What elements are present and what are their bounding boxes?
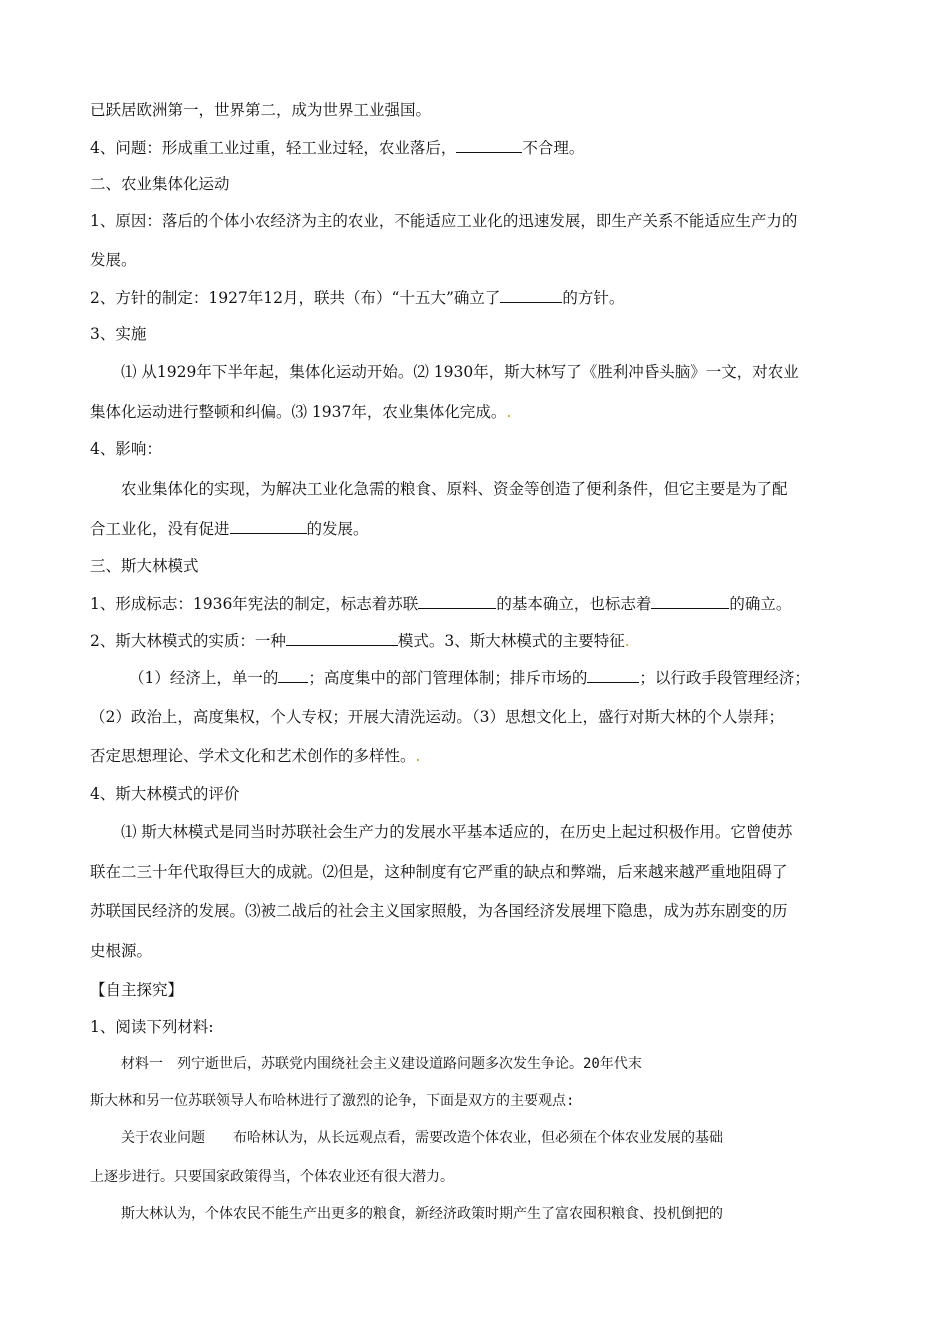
text-span: 4、影响： <box>90 440 162 458</box>
text-line <box>90 136 584 159</box>
text-line <box>90 1166 454 1188</box>
text-span: 发展。 <box>90 251 137 269</box>
text-span: 4、斯大林模式的评价 <box>90 785 240 803</box>
text-line <box>90 861 788 883</box>
text-line <box>90 249 137 271</box>
text-line <box>129 666 810 689</box>
text-span: 材料一 列宁逝世后，苏联党内围绕社会主义建设道路问题多次发生争论。20年代末 <box>121 1056 642 1072</box>
blank-line[interactable] <box>500 286 562 303</box>
text-span: 斯大林认为，个体农民不能生产出更多的粮食，新经济政策时期产生了富农囤积粮食、投机倒把的 <box>121 1206 723 1222</box>
text-span: 2、斯大林模式的实质：一种 <box>90 632 286 650</box>
text-span: 二、农业集体化运动 <box>90 175 230 193</box>
text-line <box>90 900 788 922</box>
text-line <box>121 361 799 383</box>
text-span: 三、斯大林模式 <box>90 557 199 575</box>
text-span: （2）政治上，高度集权，个人专权；开展大清洗运动。（3）思想文化上，盛行对斯大林的个人崇拜； <box>90 708 784 726</box>
text-span: 不合理。 <box>522 139 585 157</box>
text-span: 1、形成标志：1936年宪法的制定，标志着苏联 <box>90 595 419 613</box>
text-line <box>121 478 788 500</box>
text-line <box>90 286 624 309</box>
text-line <box>121 1053 642 1075</box>
blank-line[interactable] <box>278 666 308 683</box>
text-span: 的基本确立，也标志着 <box>496 595 652 613</box>
text-span: 的确立。 <box>729 595 792 613</box>
text-span: 否定思想理论、学术文化和艺术创作的多样性。 <box>90 747 416 765</box>
mark-dot: . <box>415 747 421 765</box>
text-span: 农业集体化的实现，为解决工业化急需的粮食、原料、资金等创造了便利条件，但它主要是为了配 <box>121 480 788 498</box>
text-line <box>90 99 431 121</box>
text-span: 苏联国民经济的发展。⑶被二战后的社会主义国家照般，为各国经济发展埋下隐患，成为苏东剧变的历 <box>90 902 788 920</box>
text-span: ⑴ 斯大林模式是同当时苏联社会生产力的发展水平基本适应的，在历史上起过积极作用。它曾使苏 <box>121 823 793 841</box>
text-line <box>90 592 791 615</box>
blank-line[interactable] <box>230 517 307 534</box>
mark-dot: . <box>624 632 630 650</box>
text-span: 的方针。 <box>562 289 625 307</box>
text-line <box>90 438 162 460</box>
text-span: ⑴ 从1929年下半年起，集体化运动开始。⑵ 1930年，斯大林写了《胜利冲昏头脑》一文，对农业 <box>121 363 799 381</box>
text-span: ；以行政手段管理经济； <box>639 669 810 687</box>
text-line <box>90 629 630 652</box>
text-line <box>90 1016 214 1038</box>
section-heading <box>90 173 230 195</box>
text-line <box>90 210 797 232</box>
mark-dot: . <box>506 403 512 421</box>
text-span: ；高度集中的部门管理体制；排斥市场的 <box>308 669 588 687</box>
text-span: 模式。3、斯大林模式的主要特征 <box>397 632 625 650</box>
section-heading <box>90 555 199 577</box>
section-heading <box>90 979 183 1001</box>
text-span: 4、问题：形成重工业过重，轻工业过轻，农业落后， <box>90 139 457 157</box>
text-span: 【自主探究】 <box>90 981 184 999</box>
text-span: 联在二三十年代取得巨大的成就。⑵但是，这种制度有它严重的缺点和弊端，后来越来越严重地阻碍了 <box>90 863 788 881</box>
text-span: 1、阅读下列材料: <box>90 1018 214 1036</box>
text-line <box>90 783 239 805</box>
text-line <box>90 1090 574 1112</box>
text-line <box>90 940 152 962</box>
text-line <box>90 517 369 540</box>
text-span: 史根源。 <box>90 942 153 960</box>
text-line <box>90 401 511 423</box>
blank-line[interactable] <box>456 136 522 153</box>
text-span: 3、实施 <box>90 325 147 343</box>
text-span: 斯大林和另一位苏联领导人布哈林进行了激烈的论争，下面是双方的主要观点: <box>90 1093 575 1109</box>
text-span: 的发展。 <box>306 520 369 538</box>
blank-line[interactable] <box>286 629 398 646</box>
text-span: 2、方针的制定：1927年12月，联共（布）“十五大”确立了 <box>90 289 501 307</box>
blank-line[interactable] <box>651 592 729 609</box>
text-span: 已跃居欧洲第一，世界第二，成为世界工业强国。 <box>90 101 432 119</box>
text-line <box>90 745 420 767</box>
blank-line[interactable] <box>418 592 496 609</box>
text-line <box>121 1203 723 1225</box>
blank-line[interactable] <box>587 666 639 683</box>
text-span: 合工业化，没有促进 <box>90 520 230 538</box>
text-line <box>90 706 784 728</box>
text-span: 1、原因：落后的个体小农经济为主的农业，不能适应工业化的迅速发展，即生产关系不能适应生产力的 <box>90 212 798 230</box>
text-span: 上逐步进行。只要国家政策得当，个体农业还有很大潜力。 <box>90 1169 454 1185</box>
text-span: 关于农业问题 布哈林认为，从长远观点看，需要改造个体农业，但必须在个体农业发展的基础 <box>121 1130 723 1146</box>
text-span: （1）经济上，单一的 <box>129 669 279 687</box>
text-line <box>90 323 146 345</box>
text-line <box>121 821 792 843</box>
text-line <box>121 1127 723 1149</box>
text-span: 集体化运动进行整顿和纠偏。⑶ 1937年，农业集体化完成。 <box>90 403 507 421</box>
